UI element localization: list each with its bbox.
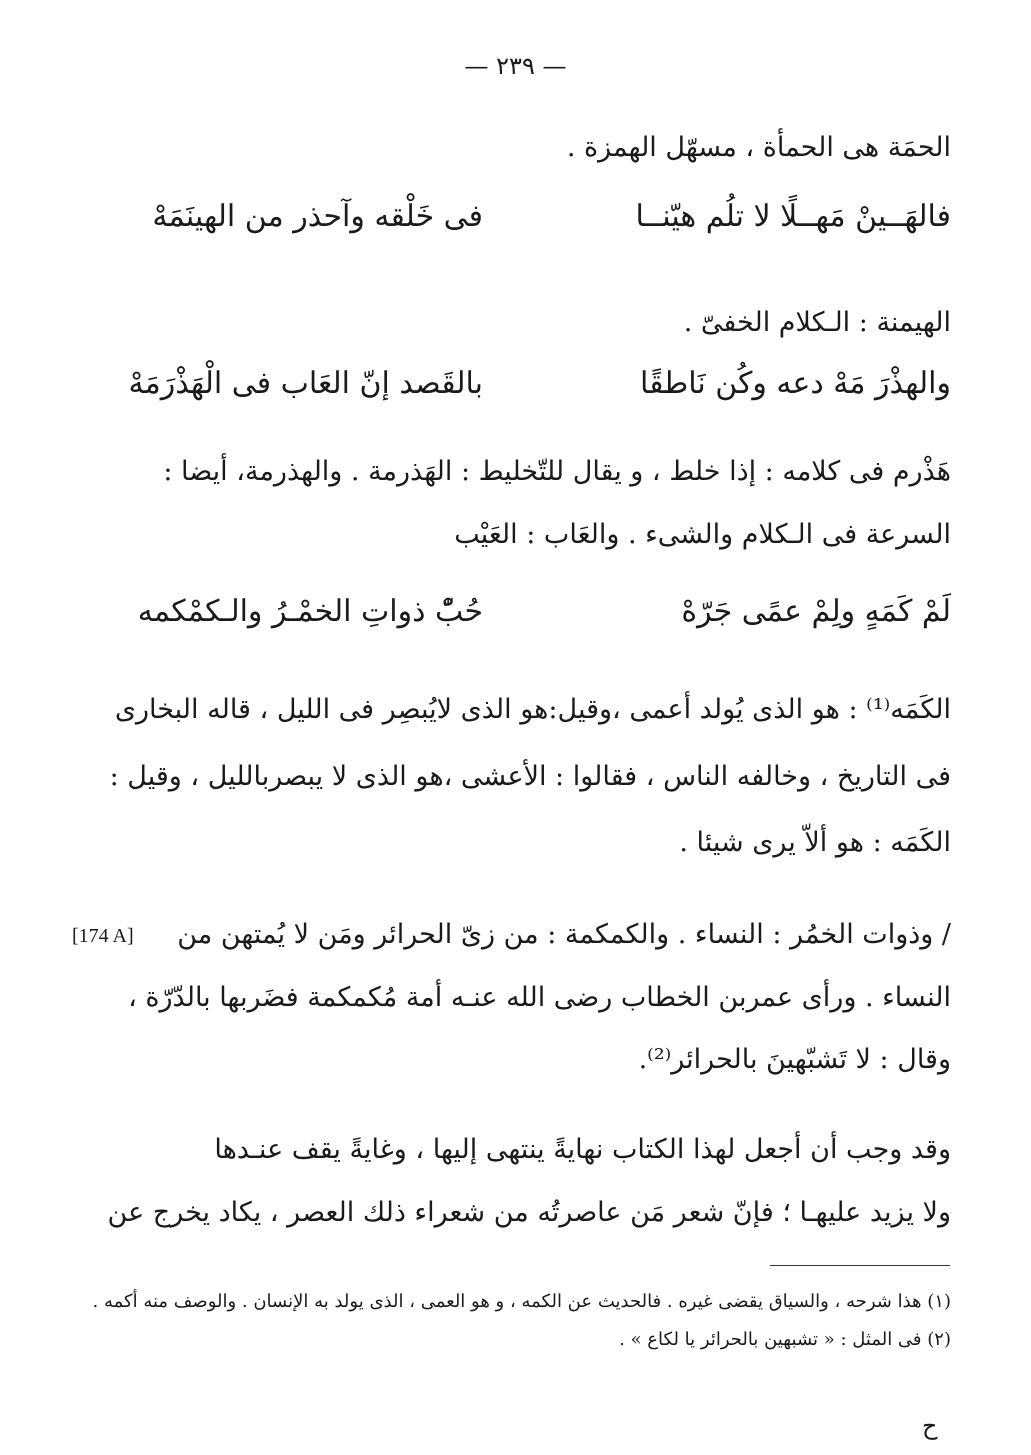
footnote-2: (٢) فى المثل : « تشبهين بالحرائر يا لكاع » . [619, 1329, 951, 1350]
page-number: — ٢٣٩ — [464, 52, 567, 80]
verse-1-second-hemistich: فى خَلْقه وآحذر من الهينَمَهْ [152, 199, 483, 234]
body-line-10: وقال : لا تَشبّهينَ بالحرائر⁽²⁾. [638, 1044, 951, 1075]
body-line-1: الحمَة هى الحمأة ، مسهّل الهمزة . [566, 132, 951, 163]
folio-reference: [174 A] [72, 925, 134, 947]
body-line-11: وقد وجب أن أجعل لهذا الكتاب نهايةً ينتهى إليها ، وغايةً يقف عنـدها [214, 1134, 951, 1165]
body-line-8: / وذوات الخمُر : النساء . والكمكمة : من زىّ الحرائر ومَن لا يُمتهن من [177, 919, 951, 950]
footnote-rule [770, 1265, 950, 1266]
catchword: ح [922, 1412, 938, 1440]
body-line-3: هَذْرم فى كلامه : إذا خلط ، و يقال للتّخليط : الهَذرمة . والهذرمة، أيضا : [163, 456, 951, 487]
verse-2-second-hemistich: بالقَصد إنّ العَاب فى الْهَذْرَمَهْ [128, 366, 483, 401]
body-line-6: فى التاريخ ، وخالفه الناس ، فقالوا : الأعشى ،هو الذى لا يبصربالليل ، وقيل : [109, 761, 951, 792]
body-line-7: الكَمَه : هو ألاّ يرى شيئا . [679, 827, 951, 858]
body-line-9: النساء . ورأى عمربن الخطاب رضى الله عنـه أمة مُكمكمة فضَربها بالدّرّة ، [128, 982, 951, 1013]
body-line-12: ولا يزيد عليهـا ؛ فإنّ شعر مَن عاصرتُه من شعراء ذلك العصر ، يكاد يخرج عن [107, 1197, 951, 1228]
footnote-1: (١) هذا شرحه ، والسياق يقضى غيره . فالحديث عن الكمه ، و هو العمى ، الذى يولد به الإنسان . والوصف منه أكمه . [92, 1291, 951, 1312]
body-line-2: الهيمنة : الـكلام الخفىّ . [683, 307, 951, 338]
verse-1-first-hemistich: فالهَــينْ مَهــلًا لا تلُم هيّنــا [635, 199, 951, 234]
body-line-5: الكَمَه⁽¹⁾ : هو الذى يُولد أعمى ،وقيل:هو الذى لايُبصِر فى الليل ، قاله البخارى [114, 694, 951, 725]
verse-3-first-hemistich: لَمْ كَمَهٍ ولِمْ عمًى جَرّهْ [681, 594, 951, 629]
body-line-4: السرعة فى الـكلام والشىء . والعَاب : العَيْب [454, 519, 951, 550]
verse-2-first-hemistich: والهذْرَ مَهْ دعه وكُن نَاطقًا [640, 366, 951, 401]
verse-3-second-hemistich: حُبّْ ذواتِ الخمْـرُ والـكمْكمه [137, 594, 483, 629]
